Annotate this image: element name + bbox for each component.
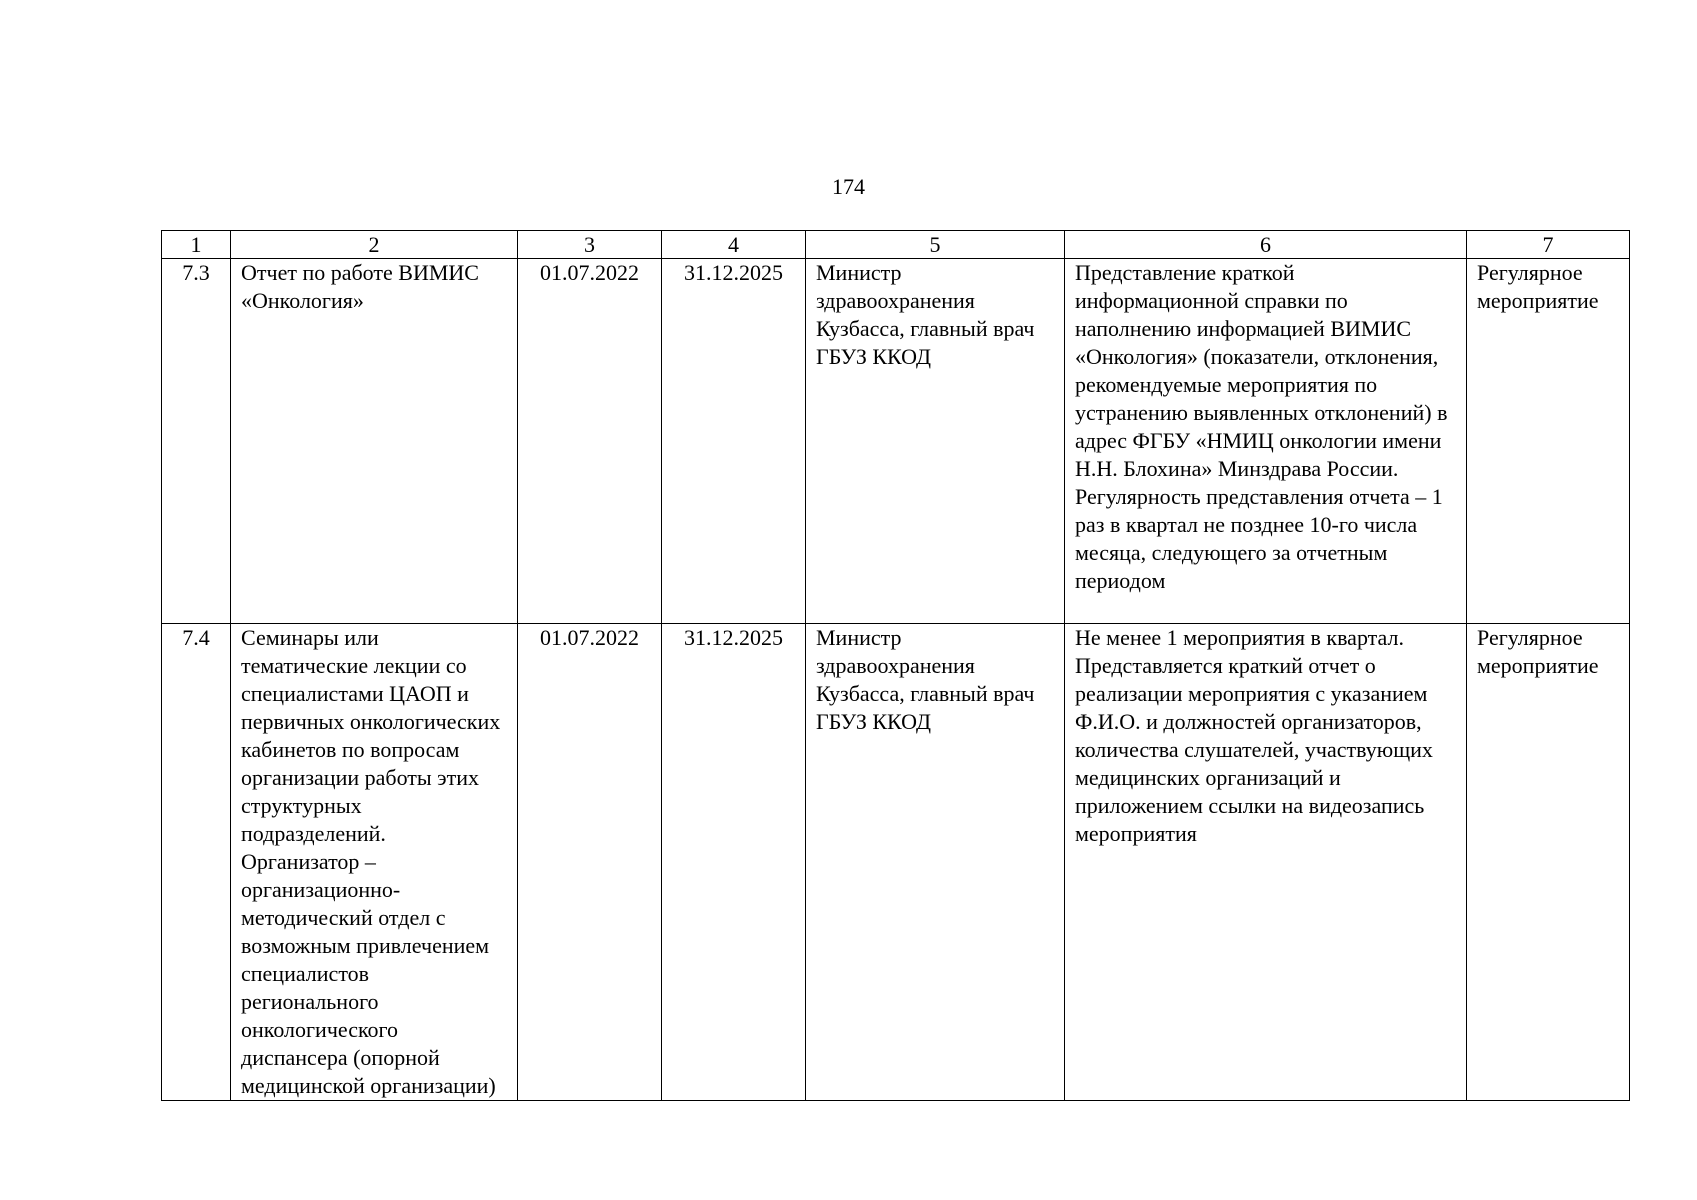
column-header-3: 3: [518, 231, 662, 259]
column-header-6: 6: [1065, 231, 1467, 259]
responsible-cell: Министр здравоохранения Кузбасса, главный врач ГБУЗ ККОД: [806, 624, 1065, 1101]
end-date-cell: 31.12.2025: [662, 624, 806, 1101]
plan-table: [161, 230, 1630, 1101]
page-number: 174: [832, 174, 865, 199]
event-name-cell: Семинары или тематические лекции со специалистами ЦАОП и первичных онкологических кабинетов по вопросам организации работы этих структурных подразделений. Организатор – организационно-методический отдел с возможным привлечением специалистов регионального онкологического диспансера (опорной медицинской организации): [231, 624, 518, 1101]
column-header-7: 7: [1467, 231, 1630, 259]
column-header-5: 5: [806, 231, 1065, 259]
column-header-4: 4: [662, 231, 806, 259]
column-header-1: 1: [162, 231, 231, 259]
event-name-cell: Отчет по работе ВИМИС «Онкология»: [231, 259, 518, 624]
table-row: [162, 259, 1630, 624]
start-date-cell: 01.07.2022: [518, 624, 662, 1101]
table-header-row: [162, 231, 1630, 259]
result-description-cell: Не менее 1 мероприятия в квартал. Представляется краткий отчет о реализации мероприятия с указанием Ф.И.О. и должностей организаторов, количества слушателей, участвующих медицинских организаций и приложением ссылки на видеозапись мероприятия: [1065, 624, 1467, 1101]
table-row: [162, 624, 1630, 1101]
event-type-cell: Регулярное мероприятие: [1467, 624, 1630, 1101]
row-number-cell: 7.3: [162, 259, 231, 624]
start-date-cell: 01.07.2022: [518, 259, 662, 624]
result-description-cell: Представление краткой информационной справки по наполнению информацией ВИМИС «Онкология» (показатели, отклонения, рекомендуемые мероприятия по устранению выявленных отклонений) в адрес ФГБУ «НМИЦ онкологии имени Н.Н. Блохина» Минздрава России. Регулярность представления отчета – 1 раз в квартал не позднее 10-го числа месяца, следующего за отчетным периодом: [1065, 259, 1467, 624]
column-header-2: 2: [231, 231, 518, 259]
row-number-cell: 7.4: [162, 624, 231, 1101]
event-type-cell: Регулярное мероприятие: [1467, 259, 1630, 624]
responsible-cell: Министр здравоохранения Кузбасса, главный врач ГБУЗ ККОД: [806, 259, 1065, 624]
end-date-cell: 31.12.2025: [662, 259, 806, 624]
